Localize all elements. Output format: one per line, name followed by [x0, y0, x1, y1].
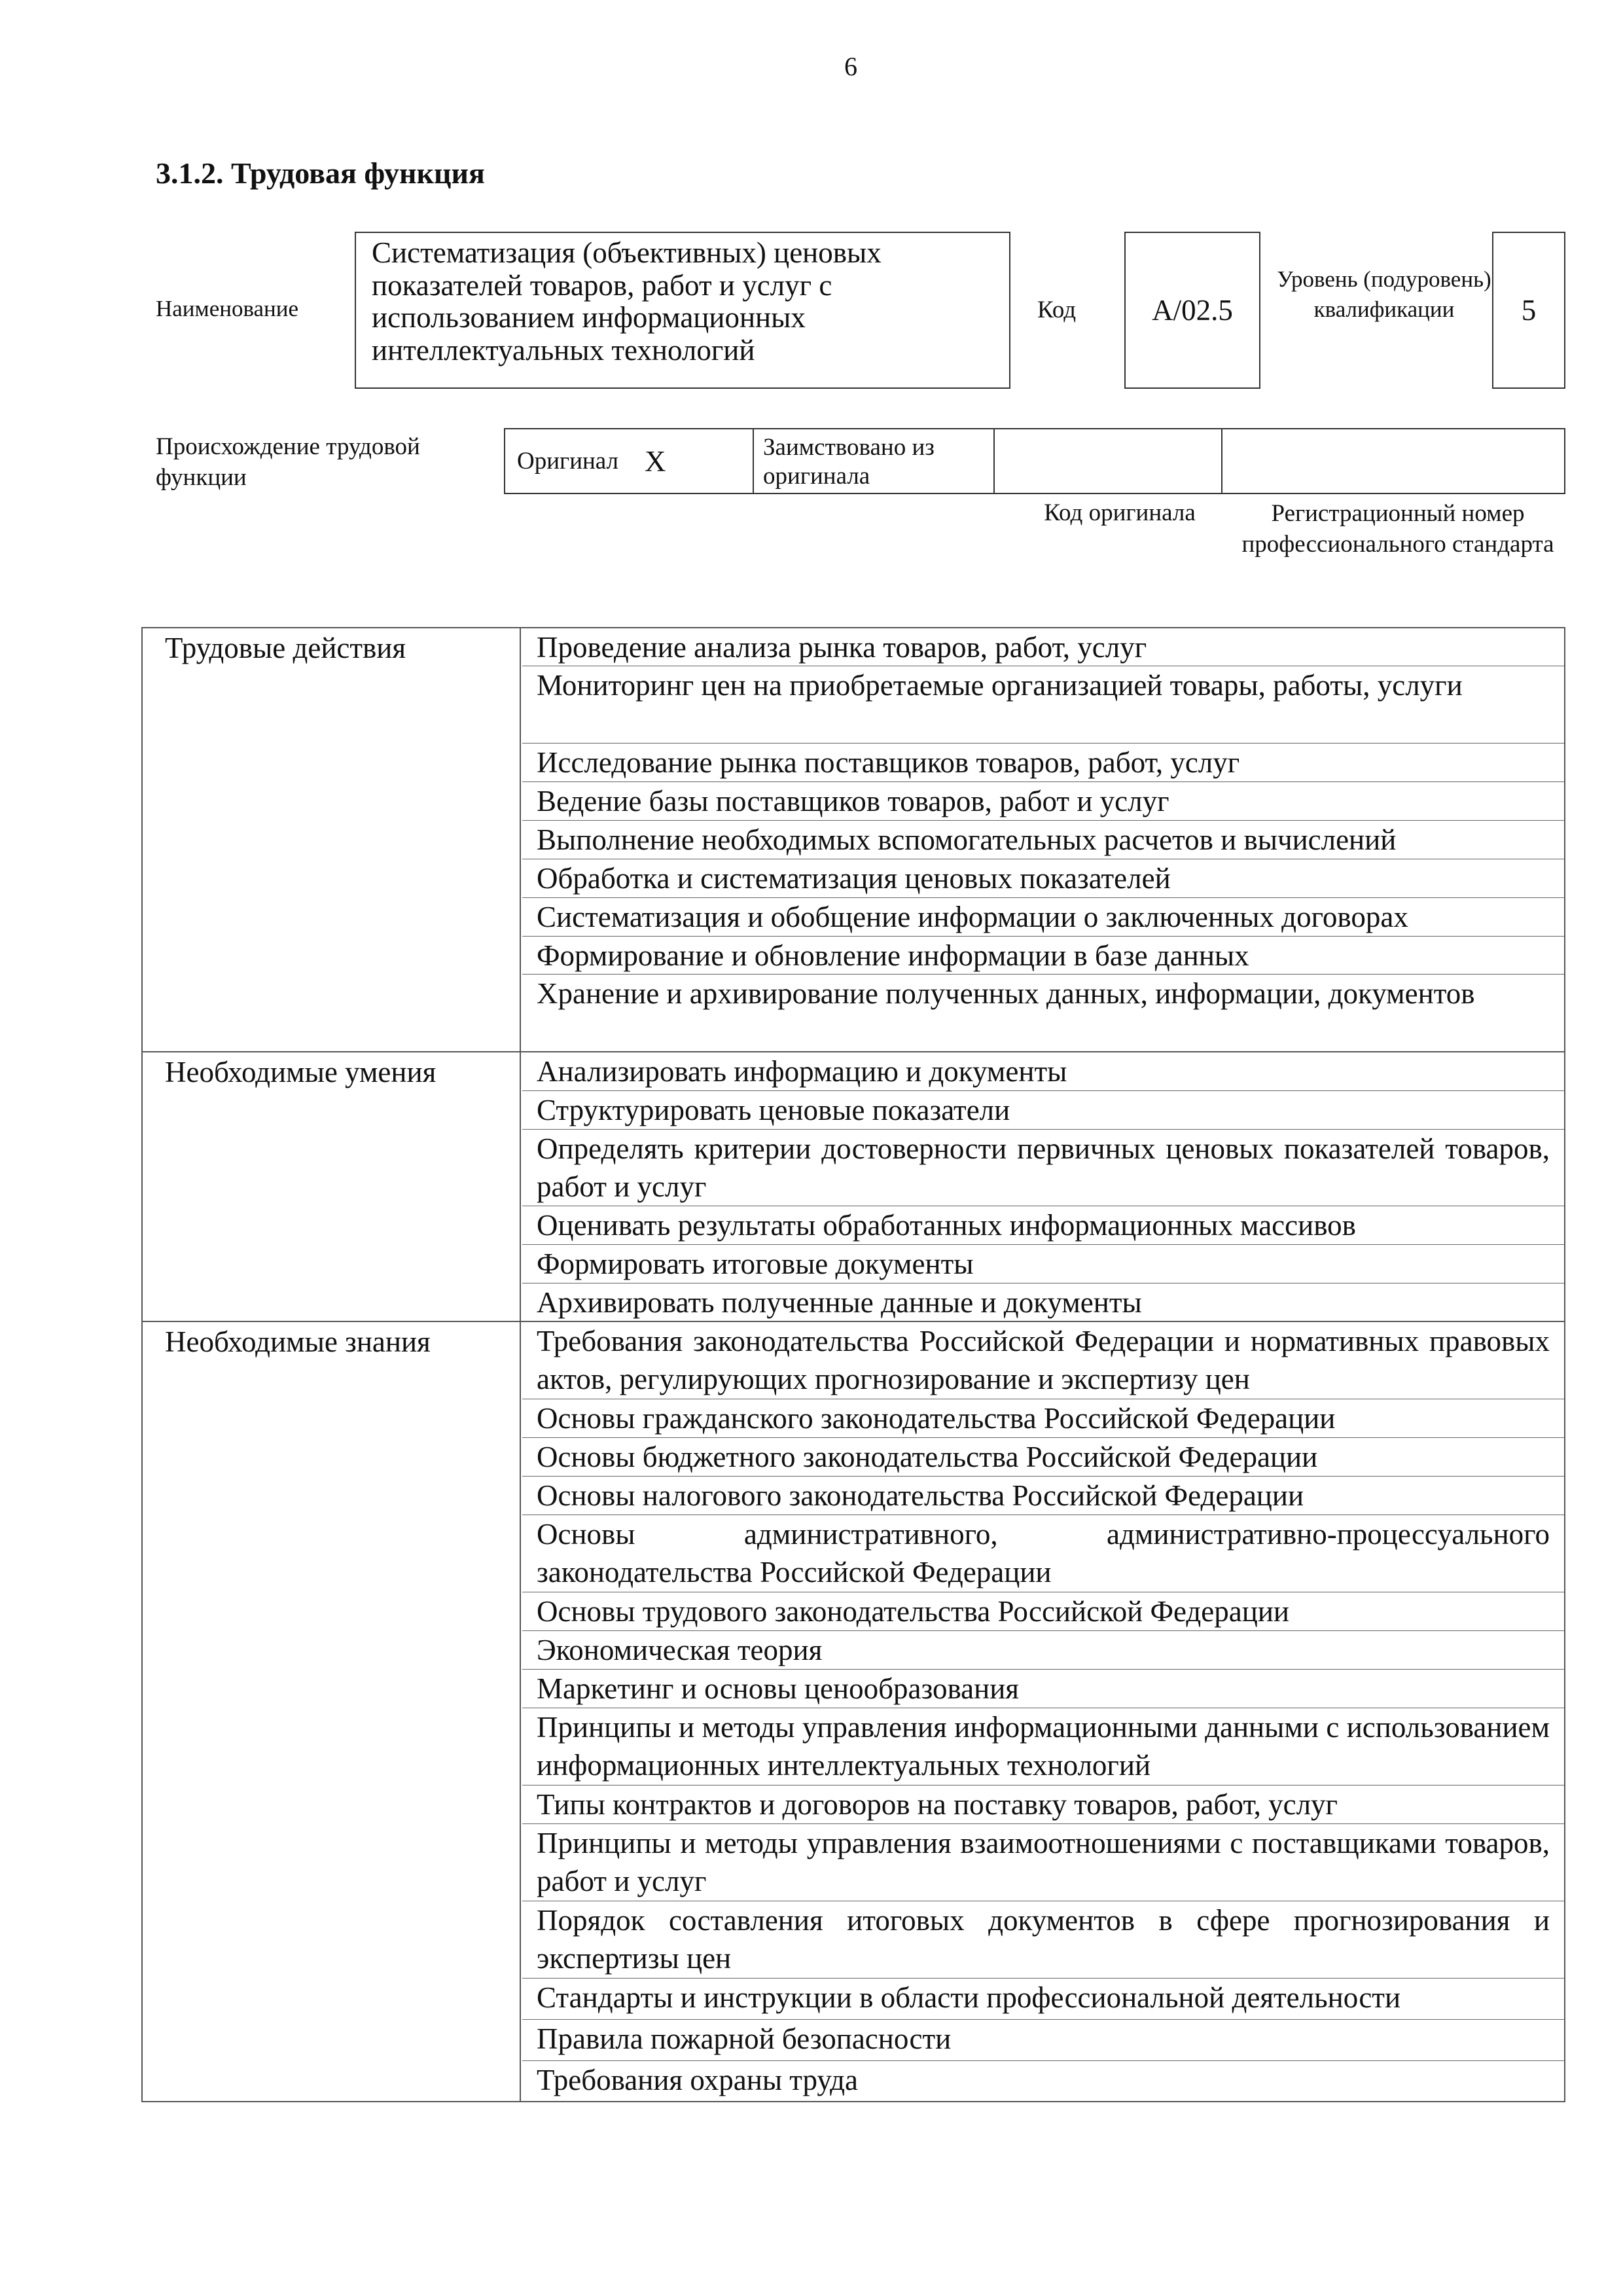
list-item: Обработка и систематизация ценовых показателей [522, 859, 1564, 898]
reg-number-caption: Регистрационный номер профессионального стандарта [1241, 500, 1554, 558]
list-item: Анализировать информацию и документы [522, 1052, 1564, 1091]
original-code-caption: Код оригинала [1044, 499, 1196, 526]
original-label: Оригинал [517, 448, 619, 475]
list-item: Мониторинг цен на приобретаемые организацией товары, работы, услуги [522, 666, 1564, 744]
reg-number-cell [1222, 429, 1564, 493]
borrowed-label: Заимствовано из оригинала [754, 429, 995, 493]
origin-table [504, 428, 1565, 494]
list-item: Стандарты и инструкции в области профессиональной деятельности [522, 1979, 1564, 2020]
function-name-box: Систематизация (объективных) ценовых показателей товаров, работ и услуг с использованием информационных интеллектуальных технологий [355, 232, 1010, 389]
list-item: Выполнение необходимых вспомогательных расчетов и вычислений [522, 821, 1564, 859]
group-label: Необходимые умения [165, 1056, 437, 1088]
list-item: Структурировать ценовые показатели [522, 1091, 1564, 1130]
code-box [1124, 232, 1260, 389]
group-label: Необходимые знания [165, 1325, 431, 1358]
list-item: Принципы и методы управления информационными данными с использованием информационных интеллектуальных технологий [522, 1708, 1564, 1785]
group-label: Трудовые действия [165, 632, 406, 664]
group-required-knowledge [143, 1322, 1564, 2102]
list-item: Оценивать результаты обработанных информационных массивов [522, 1206, 1564, 1245]
list-item: Исследование рынка поставщиков товаров, работ, услуг [522, 744, 1564, 782]
original-code-cell [995, 429, 1222, 493]
page-number: 6 [844, 52, 857, 81]
original-mark: X [645, 444, 666, 478]
group-required-skills [143, 1052, 1564, 1322]
list-item: Принципы и методы управления взаимоотношениями с поставщиками товаров, работ и услуг [522, 1824, 1564, 1901]
list-item: Маркетинг и основы ценообразования [522, 1670, 1564, 1708]
level-label: Уровень (подуровень) квалификации [1277, 266, 1491, 322]
origin-original-cell [505, 429, 754, 493]
list-item: Основы бюджетного законодательства Российской Федерации [522, 1438, 1564, 1477]
list-item: Типы контрактов и договоров на поставку товаров, работ, услуг [522, 1785, 1564, 1824]
level-box [1492, 232, 1565, 389]
name-label: Наименование [156, 296, 299, 321]
list-item: Порядок составления итоговых документов в сфере прогнозирования и экспертизы цен [522, 1901, 1564, 1979]
list-item: Основы административного, административно-процессуального законодательства Российской Федерации [522, 1515, 1564, 1592]
origin-label: Происхождение трудовой функции [156, 433, 420, 491]
list-item: Основы трудового законодательства Российской Федерации [522, 1592, 1564, 1631]
list-item: Основы гражданского законодательства Российской Федерации [522, 1399, 1564, 1438]
list-item: Правила пожарной безопасности [522, 2020, 1564, 2061]
code-label: Код [1037, 296, 1077, 323]
level-value: 5 [1521, 294, 1537, 327]
list-item: Систематизация и обобщение информации о заключенных договорах [522, 898, 1564, 937]
list-item: Требования охраны труда [537, 2064, 858, 2096]
list-item: Экономическая теория [522, 1631, 1564, 1670]
list-item: Требования законодательства Российской Федерации и нормативных правовых актов, регулирующих прогнозирование и экспертизу цен [522, 1322, 1564, 1399]
group-labor-actions [143, 628, 1564, 1052]
section-title: 3.1.2. Трудовая функция [156, 156, 485, 190]
list-item: Формирование и обновление информации в базе данных [522, 937, 1564, 975]
list-item: Ведение базы поставщиков товаров, работ и услуг [522, 782, 1564, 821]
list-item: Проведение анализа рынка товаров, работ, услуг [522, 628, 1564, 666]
list-item: Формировать итоговые документы [522, 1245, 1564, 1283]
main-table [141, 627, 1565, 2102]
list-item: Основы налогового законодательства Российской Федерации [522, 1477, 1564, 1515]
list-item: Определять критерии достоверности первичных ценовых показателей товаров, работ и услуг [522, 1130, 1564, 1206]
code-value: А/02.5 [1152, 294, 1233, 327]
list-item: Хранение и архивирование полученных данных, информации, документов [537, 977, 1475, 1010]
list-item: Архивировать полученные данные и документы [537, 1286, 1142, 1319]
